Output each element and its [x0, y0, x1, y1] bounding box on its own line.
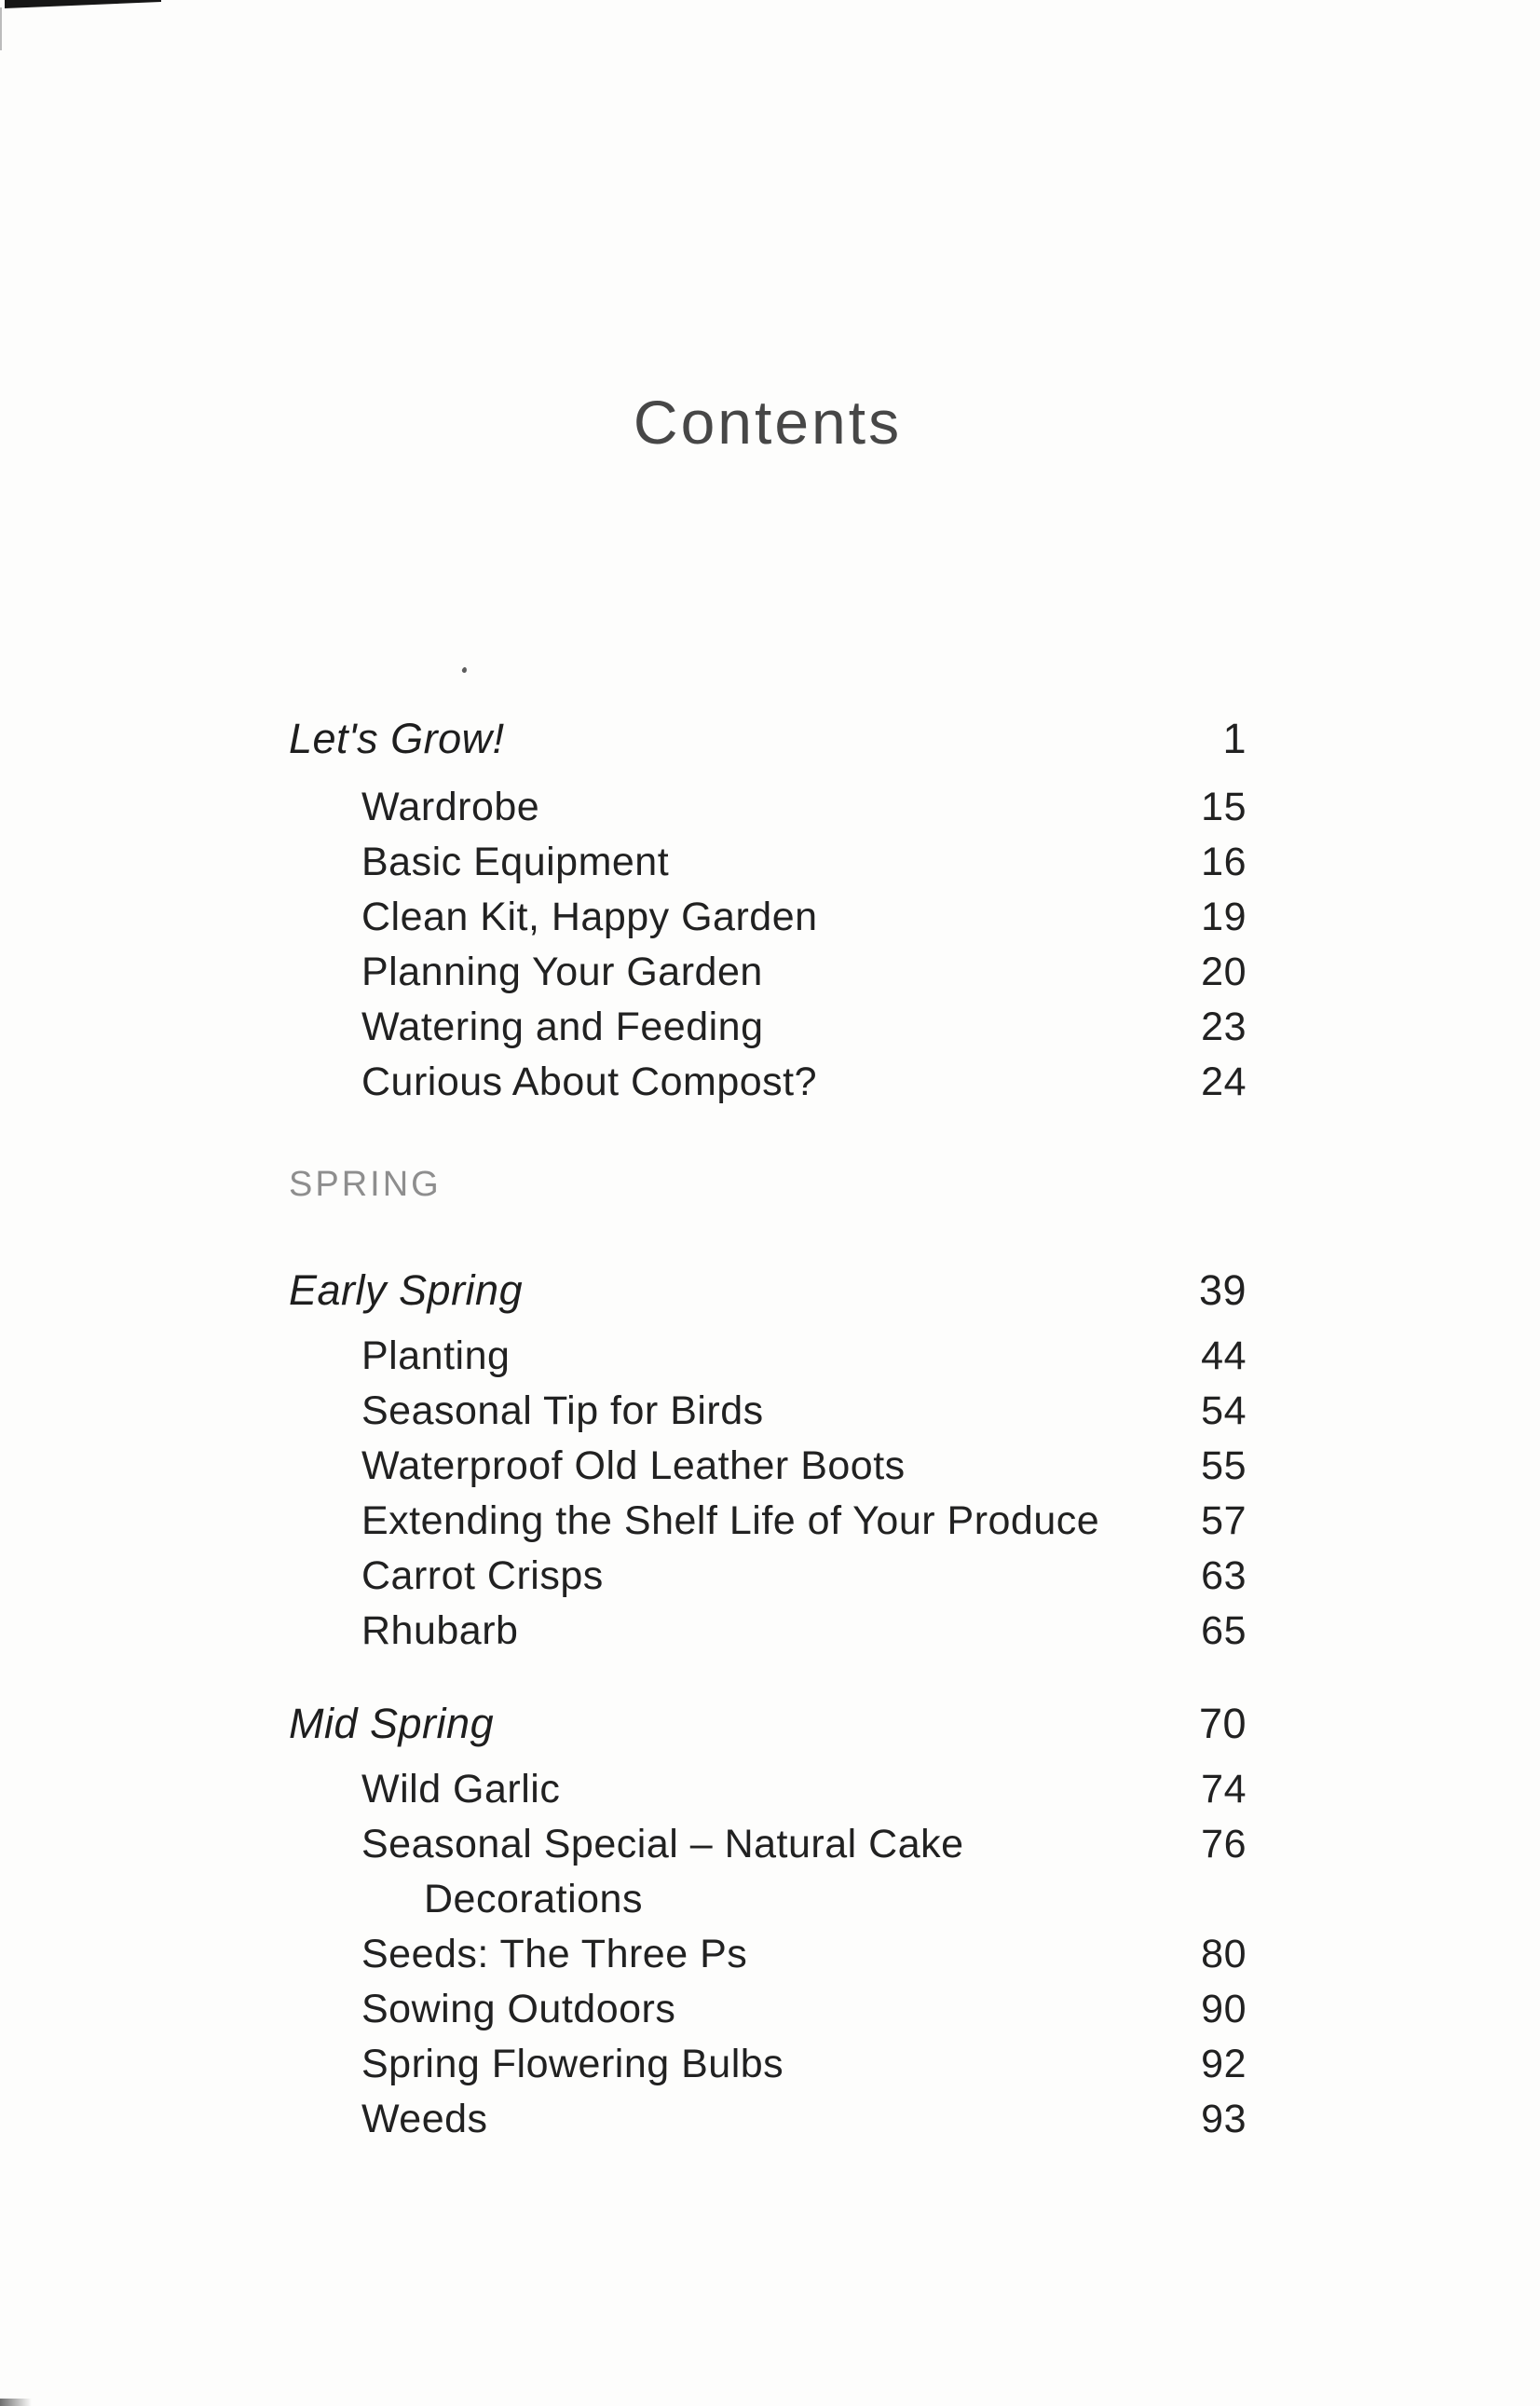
table-of-contents: [289, 0, 1247, 2147]
toc-row: [289, 1329, 1247, 1384]
toc-row: [289, 1982, 1247, 2037]
toc-row: [289, 1604, 1247, 1659]
scan-artifact-left-tick: [0, 7, 2, 50]
page-number: 74: [1201, 1767, 1247, 1811]
page-number: 24: [1201, 1059, 1247, 1104]
page-number: 93: [1201, 2097, 1247, 2141]
page-number: 92: [1201, 2042, 1247, 2086]
page-number: 20: [1201, 950, 1247, 994]
toc-row: [289, 945, 1247, 1000]
toc-label-line2: Decorations: [424, 1877, 643, 1921]
scan-artifact-bottom-smudge: [0, 2399, 32, 2406]
entry-list: [289, 1762, 1247, 2147]
page-number: 80: [1201, 1932, 1247, 1976]
toc-label: Planning Your Garden: [361, 950, 763, 994]
page-number: 23: [1201, 1005, 1247, 1049]
chapter-heading-early-spring: [289, 1265, 1247, 1317]
page-number: 16: [1201, 840, 1247, 884]
toc-row: [289, 1549, 1247, 1604]
toc-label: Watering and Feeding: [361, 1005, 764, 1049]
toc-row: [289, 1762, 1247, 1817]
toc-label: Carrot Crisps: [361, 1553, 604, 1598]
chapter-label: Mid Spring: [289, 1700, 495, 1747]
entry-list: [289, 780, 1247, 1110]
toc-label: Waterproof Old Leather Boots: [361, 1443, 906, 1488]
toc-label: Sowing Outdoors: [361, 1987, 676, 2031]
page-number: 70: [1198, 1700, 1247, 1747]
page-number: 63: [1201, 1553, 1247, 1598]
toc-row: [289, 2092, 1247, 2147]
toc-label: Rhubarb: [361, 1608, 519, 1653]
toc-row: [289, 835, 1247, 890]
chapter-label: Let's Grow!: [289, 715, 505, 762]
page-number: 54: [1201, 1388, 1247, 1433]
season-heading-spring: SPRING: [289, 1165, 442, 1204]
page-number: 39: [1198, 1266, 1247, 1314]
toc-label: Spring Flowering Bulbs: [361, 2042, 784, 2086]
toc-row: [289, 1817, 1247, 1927]
toc-row: [289, 2037, 1247, 2092]
contents-title: Contents: [633, 388, 903, 457]
chapter-heading-lets-grow: [289, 713, 1247, 765]
toc-label: Weeds: [361, 2097, 488, 2141]
toc-row: [289, 780, 1247, 835]
page-number: 90: [1201, 1987, 1247, 2031]
scan-artifact-top-wedge: [5, 0, 161, 8]
toc-label: Extending the Shelf Life of Your Produce: [361, 1498, 1100, 1543]
page-number: 44: [1201, 1333, 1247, 1378]
toc-row: [289, 1927, 1247, 1982]
toc-label-line1: Seasonal Special – Natural Cake: [361, 1822, 964, 1866]
page-number: 15: [1201, 785, 1247, 829]
toc-row: [289, 1494, 1247, 1549]
toc-label: Clean Kit, Happy Garden: [361, 895, 818, 939]
toc-row: [289, 890, 1247, 945]
toc-label: Wardrobe: [361, 785, 540, 829]
toc-label: Seeds: The Three Ps: [361, 1932, 748, 1976]
chapter-label: Early Spring: [289, 1266, 524, 1314]
toc-label: [361, 1817, 1201, 1927]
toc-row: [289, 1384, 1247, 1439]
page-number: 19: [1201, 895, 1247, 939]
page-number: 57: [1201, 1498, 1247, 1543]
chapter-heading-mid-spring: [289, 1698, 1247, 1750]
page-number: 1: [1222, 715, 1247, 762]
toc-label: Planting: [361, 1333, 511, 1378]
toc-row: [289, 1439, 1247, 1494]
toc-row: [289, 1055, 1247, 1110]
toc-label: Wild Garlic: [361, 1767, 561, 1811]
toc-row: [289, 1000, 1247, 1055]
toc-label: Seasonal Tip for Birds: [361, 1388, 764, 1433]
page-number: 76: [1201, 1822, 1247, 1866]
toc-label: Basic Equipment: [361, 840, 670, 884]
toc-label: Curious About Compost?: [361, 1059, 818, 1104]
entry-list: [289, 1329, 1247, 1659]
page-number: 55: [1201, 1443, 1247, 1488]
page-number: 65: [1201, 1608, 1247, 1653]
